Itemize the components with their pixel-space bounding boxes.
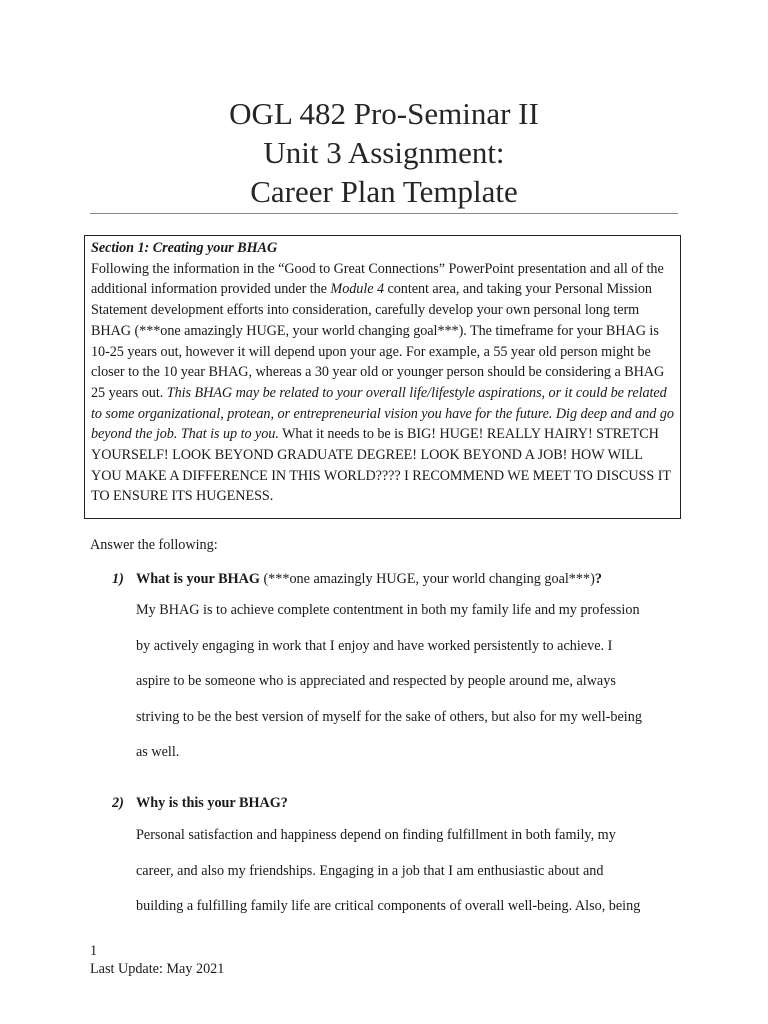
answer-1-line: as well. <box>136 744 180 761</box>
answer-1-line: aspire to be someone who is appreciated and respected by people around me, always <box>136 673 616 690</box>
title-line-2: Unit 3 Assignment: <box>263 135 505 170</box>
answer-2 <box>136 818 676 925</box>
question-1-label: What is your BHAG <box>136 571 260 587</box>
title-line-1: OGL 482 Pro-Seminar II <box>229 96 539 131</box>
question-2-label: Why is this your BHAG? <box>136 795 288 811</box>
question-1-label-detail: (***one amazingly HUGE, your world changing goal***) <box>259 571 595 587</box>
question-1 <box>112 571 602 588</box>
answer-1 <box>136 593 676 771</box>
section-1-module-ref: Module 4 <box>330 281 385 298</box>
title-line-3: Career Plan Template <box>250 174 518 209</box>
answer-2-line: career, and also my friendships. Engaging in a job that I am enthusiastic about and <box>136 862 604 879</box>
last-update: Last Update: May 2021 <box>90 961 225 977</box>
answer-2-line: Personal satisfaction and happiness depend on finding fulfillment in both family, my <box>136 827 616 843</box>
question-2 <box>112 795 288 812</box>
section-1-text-b: content area, and taking your Personal Mission Statement development efforts into consideration, carefully develop your own personal long term BHAG (***one amazingly HUGE, your world changing goal***). The timeframe for your BHAG is 10-25 years out, however it will depend upon your age. For example, a 55 year old person might be closer to the 10 year BHAG, whereas a 30 year old or younger person should be considering a BHAG 25 years out. <box>91 281 665 401</box>
answer-intro: Answer the following: <box>90 537 218 553</box>
title-divider <box>90 213 678 214</box>
answer-1-line: by actively engaging in work that I enjoy and have worked persistently to achieve. I <box>136 637 613 654</box>
question-2-number: 2) <box>112 795 124 811</box>
answer-1-line: striving to be the best version of myself for the sake of others, but also for my well-being <box>136 708 642 725</box>
answer-2-line: building a fulfilling family life are critical components of overall well-being. Also, being <box>136 898 641 915</box>
document-title <box>0 94 768 211</box>
page-number: 1 <box>90 943 98 959</box>
section-1-box <box>84 235 681 519</box>
question-1-label-end: ? <box>594 571 602 587</box>
section-1-text-a: Following the information in the “Good to Great Connections” PowerPoint presentation and all of the additional information provided under the <box>91 260 664 298</box>
section-1-text-c: What it needs to be is BIG! HUGE! REALLY HAIRY! STRETCH YOURSELF! LOOK BEYOND GRADUATE DEGREE! LOOK BEYOND A JOB! HOW WILL YOU MAKE A DIFFERENCE IN THIS WORLD???? I RECOMMEND WE MEET TO DISCUSS IT TO ENSURE ITS HUGENESS. <box>91 426 671 505</box>
question-1-number: 1) <box>112 571 124 587</box>
section-1-text-italic: This BHAG may be related to your overall life/lifestyle aspirations, or it could be related to some organizational, protean, or entrepreneurial vision you have for the future. Dig deep and and go beyond the job. That is up to you. <box>91 384 674 443</box>
section-1-body <box>91 261 674 505</box>
answer-1-line: My BHAG is to achieve complete contentment in both my family life and my profession <box>136 602 640 618</box>
section-1-heading: Section 1: Creating your BHAG <box>91 240 278 256</box>
